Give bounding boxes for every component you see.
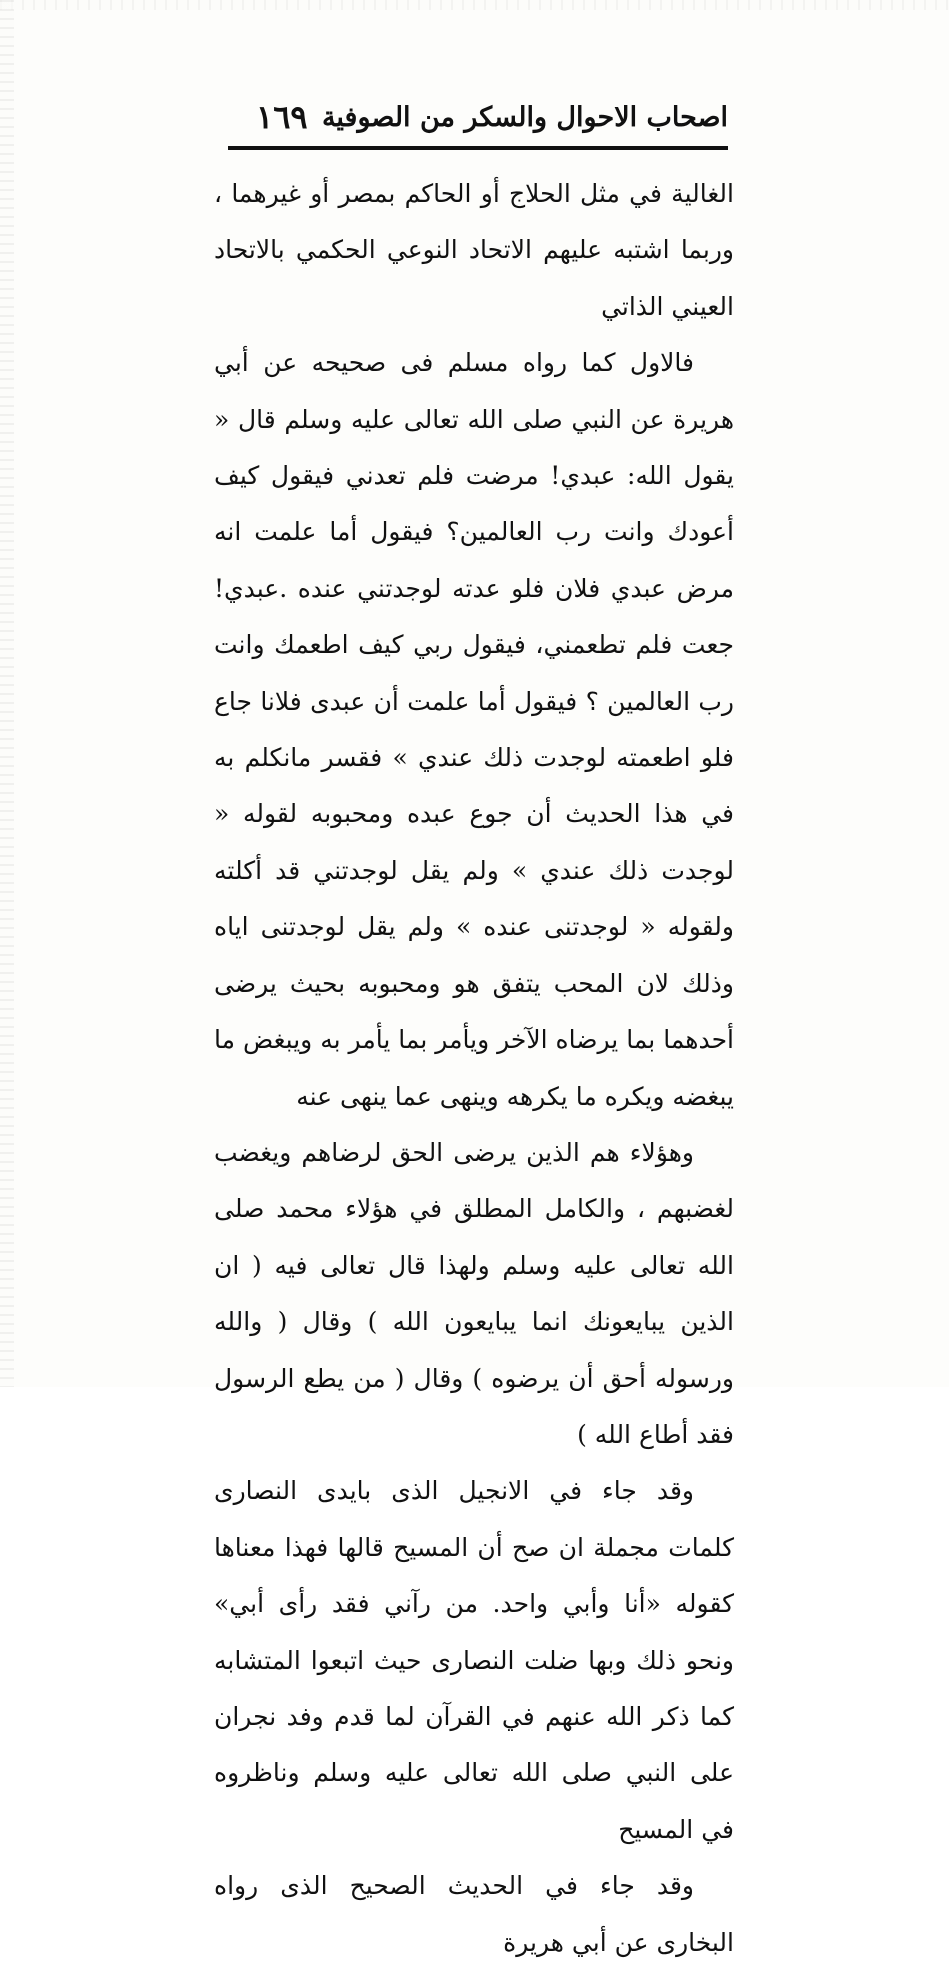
running-header: [228, 88, 728, 148]
paragraph: فالاول كما رواه مسلم فى صحيحه عن أبي هريرة عن النبي صلى الله تعالى عليه وسلم قال « يقول الله: عبدي! مرضت فلم تعدني فيقول كيف أعودك وانت رب العالمين؟ فيقول أما علمت انه مرض عبدي فلان فلو عدته لوجدتني عنده .عبدي! جعت فلم تطعمني، فيقول ربي كيف اطعمك وانت رب العالمين ؟ فيقول أما علمت أن عبدى فلانا جاع فلو اطعمته لوجدت ذلك عندي » فقسر مانكلم به في هذا الحديث أن جوع عبده ومحبوبه لقوله « لوجدت ذلك عندي » ولم يقل لوجدتني قد أكلته ولقوله « لوجدتنى عنده » ولم يقل لوجدتنى اياه وذلك لان المحب يتفق هو ومحبوبه بحيث يرضى أحدهما بما يرضاه الآخر ويأمر بما يأمر به ويبغض ما يبغضه ويكره ما يكرهه وينهى عما ينهى عنه: [214, 348, 734, 1111]
page-number: ١٦٩: [256, 98, 308, 136]
paragraph: الغالية في مثل الحلاج أو الحاكم بمصر أو غيرهما ، وربما اشتبه عليهم الاتحاد النوعي الحكمي بالاتحاد العيني الذاتي: [214, 179, 734, 321]
header-title: اصحاب الاحوال والسكر من الصوفية: [321, 102, 728, 133]
paragraph: وقد جاء في الحديث الصحيح الذى رواه البخارى عن أبي هريرة: [214, 1871, 734, 1957]
page-edge-left: [0, 0, 14, 1387]
page-edge-top: [0, 0, 949, 10]
header-rule: [228, 146, 728, 150]
paragraph: وهؤلاء هم الذين يرضى الحق لرضاهم ويغضب لغضبهم ، والكامل المطلق في هؤلاء محمد صلى الله تعالى عليه وسلم ولهذا قال تعالى فيه ( ان الذين يبايعونك انما يبايعون الله ) وقال ( والله ورسوله أحق أن يرضوه ) وقال ( من يطع الرسول فقد أطاع الله ): [214, 1137, 734, 1449]
paragraph: وقد جاء في الانجيل الذى بايدى النصارى كلمات مجملة ان صح أن المسيح قالها فهذا معناها كقوله «أنا وأبي واحد. من رآني فقد رأى أبي» ونحو ذلك وبها ضلت النصارى حيث اتبعوا المتشابه كما ذكر الله عنهم في القرآن لما قدم وفد نجران على النبي صلى الله تعالى عليه وسلم وناظروه في المسيح: [214, 1476, 734, 1844]
body-text: [214, 166, 734, 1971]
